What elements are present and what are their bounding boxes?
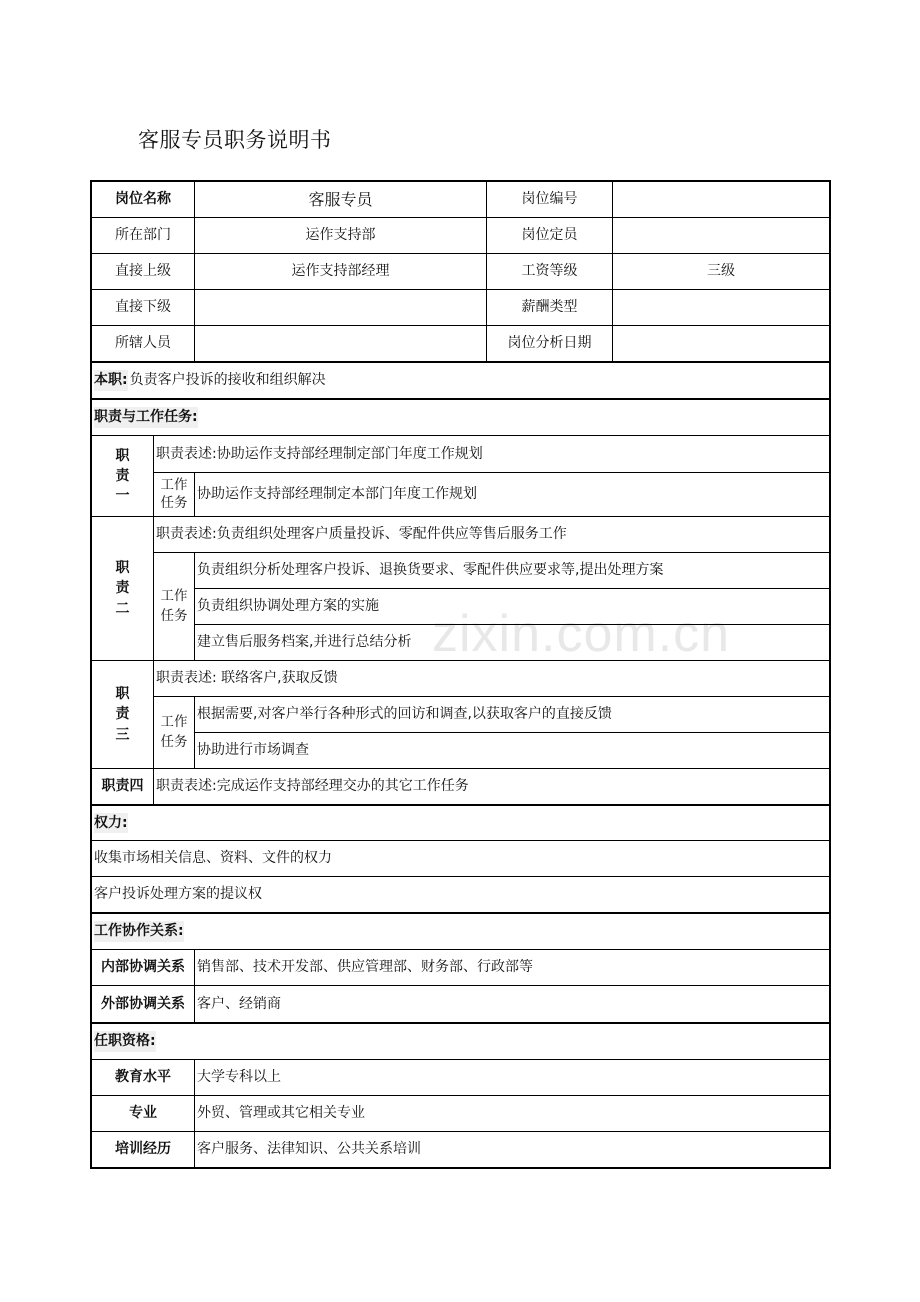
- resp1-task-label: 工作 任务: [153, 472, 195, 517]
- relations-header: 工作协作关系 :: [90, 912, 831, 950]
- resp2-task-label: 工作 任务: [153, 552, 195, 661]
- resp1-task1: 协助运作支持部经理制定本部门年度工作规划: [194, 472, 831, 517]
- page-title: 客服专员职务说明书: [138, 128, 332, 152]
- authority-header: 权力 :: [90, 804, 831, 841]
- internal-relations-value: 销售部、技术开发部、供应管理部、财务部、行政部等: [194, 949, 831, 986]
- external-relations-value: 客户、经销商: [194, 985, 831, 1023]
- authority-item-2: 客户投诉处理方案的提议权: [90, 876, 831, 913]
- duty-row: [90, 361, 831, 399]
- training-label: 培训经历: [90, 1131, 195, 1169]
- value-staff: [194, 325, 487, 362]
- label-supervisor: 直接上级: [90, 253, 195, 290]
- value-position-code: [612, 180, 831, 218]
- resp2-statement: 职责表述:负责组织处理客户质量投诉、零配件供应等售后服务工作: [153, 516, 831, 553]
- education-label: 教育水平: [90, 1059, 195, 1096]
- label-analysis-date: 岗位分析日期: [486, 325, 613, 362]
- value-department: 运作支持部: [194, 217, 487, 254]
- value-pay-type: [612, 289, 831, 326]
- value-headcount: [612, 217, 831, 254]
- external-relations-label: 外部协调关系: [90, 985, 195, 1023]
- resp1-label: 职 责 一: [90, 435, 154, 517]
- label-position-code: 岗位编号: [486, 180, 613, 218]
- major-label: 专业: [90, 1095, 195, 1132]
- major-value: 外贸、管理或其它相关专业: [194, 1095, 831, 1132]
- resp2-task1: 负责组织分析处理客户投诉、退换货要求、零配件供应要求等,提出处理方案: [194, 552, 831, 589]
- label-department: 所在部门: [90, 217, 195, 254]
- watermark: zixin.com.cn: [432, 605, 731, 663]
- training-value: 客户服务、法律知识、公共关系培训: [194, 1131, 831, 1169]
- duty-colon: :: [122, 370, 128, 390]
- resp2-task3: 建立售后服务档案,并进行总结分析: [194, 624, 831, 661]
- value-salary-grade: 三级: [612, 253, 831, 290]
- value-supervisor: 运作支持部经理: [194, 253, 487, 290]
- resp4-statement: 职责表述:完成运作支持部经理交办的其它工作任务: [153, 768, 831, 805]
- duty-text: 负责客户投诉的接收和组织解决: [129, 372, 326, 389]
- internal-relations-label: 内部协调关系: [90, 949, 195, 986]
- label-headcount: 岗位定员: [486, 217, 613, 254]
- resp3-task1: 根据需要,对客户举行各种形式的回访和调查,以获取客户的直接反馈: [194, 696, 831, 733]
- resp3-label: 职 责 三: [90, 660, 154, 769]
- duty-label: 本职: [94, 370, 122, 390]
- resp3-statement: 职责表述: 联络客户,获取反馈: [153, 660, 831, 697]
- label-pay-type: 薪酬类型: [486, 289, 613, 326]
- value-analysis-date: [612, 325, 831, 362]
- qualifications-header: 任职资格 :: [90, 1022, 831, 1060]
- resp2-task2: 负责组织协调处理方案的实施: [194, 588, 831, 625]
- value-subordinate: [194, 289, 487, 326]
- resp3-task-label: 工作 任务: [153, 696, 195, 769]
- resp1-statement: 职责表述:协助运作支持部经理制定部门年度工作规划: [153, 435, 831, 473]
- responsibilities-header: 职责与工作任务 :: [90, 398, 831, 436]
- resp4-label: 职责四: [90, 768, 154, 805]
- authority-item-1: 收集市场相关信息、资料、文件的权力: [90, 840, 831, 877]
- value-position-name: 客服专员: [194, 180, 487, 218]
- resp3-task2: 协助进行市场调查: [194, 732, 831, 769]
- education-value: 大学专科以上: [194, 1059, 831, 1096]
- resp2-label: 职 责 二: [90, 516, 154, 661]
- label-subordinate: 直接下级: [90, 289, 195, 326]
- label-salary-grade: 工资等级: [486, 253, 613, 290]
- label-position-name: 岗位名称: [90, 180, 195, 218]
- label-staff: 所辖人员: [90, 325, 195, 362]
